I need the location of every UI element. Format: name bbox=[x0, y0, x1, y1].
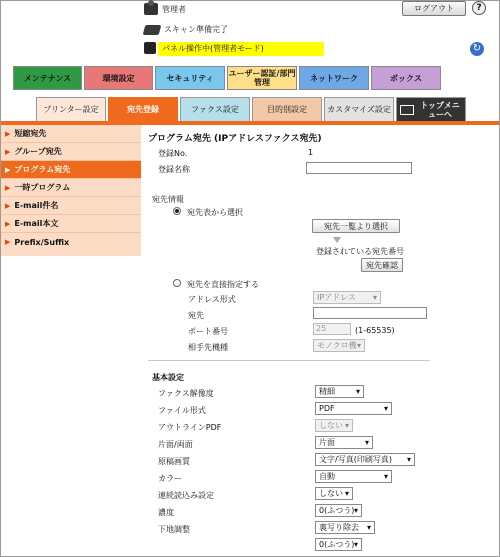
panel-status-text: パネル操作中(管理者モード) bbox=[158, 42, 324, 56]
original-quality-label: 原稿画質 bbox=[158, 457, 190, 466]
sidebar-item-prefix-suffix[interactable] bbox=[1, 233, 141, 251]
remote-model-select[interactable]: モノクロ機 ▾ bbox=[313, 339, 365, 352]
address-format-select[interactable]: IPアドレス ▾ bbox=[313, 291, 381, 304]
sidebar-item-group[interactable] bbox=[1, 143, 141, 161]
tab-box[interactable]: ボックス bbox=[371, 66, 441, 90]
sidebar-item-label: E-mail本文 bbox=[14, 219, 59, 228]
chevron-right-icon: ▶ bbox=[5, 238, 11, 246]
sidebar-item-label: 一時プログラム bbox=[14, 183, 71, 192]
sidebar-item-label: グループ宛先 bbox=[14, 147, 62, 156]
continuous-scan-select[interactable]: しない ▾ bbox=[315, 487, 353, 500]
subtab-destination-registration[interactable]: 宛先登録 bbox=[108, 97, 178, 121]
sidebar-item-label: 短縮宛先 bbox=[14, 129, 47, 138]
background-removal-level-select[interactable]: 0(ふつう) ▾ bbox=[315, 538, 362, 551]
subtab-customize-settings[interactable]: カスタマイズ設定 bbox=[324, 97, 394, 121]
reg-name-input[interactable] bbox=[306, 162, 412, 174]
logout-button[interactable]: ログアウト bbox=[402, 1, 466, 16]
density-label: 濃度 bbox=[158, 508, 174, 517]
simplex-duplex-select[interactable]: 片面 ▾ bbox=[315, 436, 373, 449]
reg-no-label: 登録No. bbox=[158, 149, 188, 158]
tab-network[interactable]: ネットワーク bbox=[299, 66, 369, 90]
subtab-purpose-settings[interactable]: 目的別設定 bbox=[252, 97, 322, 121]
fax-resolution-label: ファクス解像度 bbox=[158, 389, 214, 398]
sidebar-item-temp-program[interactable] bbox=[1, 179, 141, 197]
panel-lock-icon bbox=[144, 42, 156, 54]
color-select[interactable]: 自動 ▾ bbox=[315, 470, 392, 483]
top-menu-label: トップメニューへ bbox=[420, 100, 460, 119]
top-menu-icon bbox=[400, 105, 414, 115]
destination-label: 宛先 bbox=[188, 311, 204, 320]
scan-status-text: スキャン準備完了 bbox=[164, 25, 228, 34]
remote-model-label: 相手先機種 bbox=[188, 343, 228, 352]
tab-user-auth[interactable]: ユーザー認証/部門管理 bbox=[227, 66, 297, 90]
admin-indicator bbox=[144, 3, 186, 15]
subtab-top-menu[interactable] bbox=[396, 97, 466, 121]
chevron-right-icon: ▶ bbox=[5, 201, 11, 210]
sidebar-item-label: Prefix/Suffix bbox=[14, 237, 70, 247]
dest-info-label: 宛先情報 bbox=[152, 195, 184, 204]
admin-label: 管理者 bbox=[162, 4, 186, 14]
page-title: プログラム宛先 (IPアドレスファクス宛先) bbox=[148, 134, 322, 144]
background-removal-mode-select[interactable]: 裏写り除去 ▾ bbox=[315, 521, 375, 534]
sidebar-item-label: E-mail件名 bbox=[14, 201, 59, 210]
registered-dest-no-label: 登録されている宛先番号 bbox=[316, 247, 404, 256]
subtab-printer-settings[interactable]: プリンター設定 bbox=[36, 97, 106, 121]
color-label: カラー bbox=[158, 474, 182, 483]
port-range-hint: (1-65535) bbox=[355, 326, 395, 335]
outline-pdf-label: アウトラインPDF bbox=[158, 423, 222, 432]
scanner-icon bbox=[143, 25, 162, 35]
sidebar-item-program[interactable] bbox=[1, 161, 141, 179]
radio-select-from-list[interactable] bbox=[173, 207, 181, 215]
select-from-list-button[interactable]: 宛先一覧より選択 bbox=[312, 219, 400, 233]
port-label: ポート番号 bbox=[188, 327, 228, 336]
chevron-right-icon: ▶ bbox=[5, 183, 11, 192]
file-format-select[interactable]: PDF ▾ bbox=[315, 402, 392, 415]
sidebar-item-speed-dial[interactable] bbox=[1, 125, 141, 143]
chevron-right-icon: ▶ bbox=[5, 147, 11, 156]
confirm-dest-button[interactable]: 宛先確認 bbox=[361, 258, 403, 272]
sidebar-item-email-body[interactable] bbox=[1, 215, 141, 233]
density-select[interactable]: 0(ふつう) ▾ bbox=[315, 504, 362, 517]
scan-status bbox=[144, 24, 228, 35]
chevron-right-icon: ▶ bbox=[5, 165, 11, 174]
file-format-label: ファイル形式 bbox=[158, 406, 206, 415]
port-input[interactable]: 25 bbox=[313, 323, 351, 335]
continuous-scan-label: 連続読込み設定 bbox=[158, 491, 214, 500]
reg-no-value: 1 bbox=[308, 148, 314, 157]
admin-user-icon bbox=[144, 3, 158, 15]
tab-maintenance[interactable]: メンテナンス bbox=[13, 66, 82, 90]
refresh-icon[interactable]: ↻ bbox=[470, 42, 484, 56]
basic-settings-title: 基本設定 bbox=[152, 373, 184, 382]
tab-security[interactable]: セキュリティ bbox=[155, 66, 225, 90]
select-from-list-label: 宛先表から選択 bbox=[187, 208, 243, 217]
destination-input[interactable] bbox=[313, 307, 427, 319]
direct-input-label: 宛先を直接指定する bbox=[187, 280, 259, 289]
arrow-down-icon bbox=[333, 237, 341, 243]
address-format-label: アドレス形式 bbox=[188, 295, 236, 304]
background-removal-label: 下地調整 bbox=[158, 525, 190, 534]
chevron-right-icon: ▶ bbox=[5, 219, 11, 228]
subtab-fax-settings[interactable]: ファクス設定 bbox=[180, 97, 250, 121]
original-quality-select[interactable]: 文字/写真(印刷写真) ▾ bbox=[315, 453, 415, 466]
simplex-duplex-label: 片面/両面 bbox=[158, 440, 193, 449]
sidebar-item-label: プログラム宛先 bbox=[14, 165, 71, 174]
sidebar-item-email-subject[interactable] bbox=[1, 197, 141, 215]
section-divider bbox=[148, 360, 430, 361]
outline-pdf-select[interactable]: しない ▾ bbox=[315, 419, 353, 432]
fax-resolution-select[interactable]: 精細 ▾ bbox=[315, 385, 364, 398]
reg-name-label: 登録名称 bbox=[158, 165, 190, 174]
chevron-right-icon: ▶ bbox=[5, 129, 11, 138]
sidebar bbox=[1, 125, 141, 256]
help-button[interactable]: ? bbox=[472, 1, 486, 15]
radio-direct-input[interactable] bbox=[173, 279, 181, 287]
tab-environment[interactable]: 環境設定 bbox=[84, 66, 153, 90]
